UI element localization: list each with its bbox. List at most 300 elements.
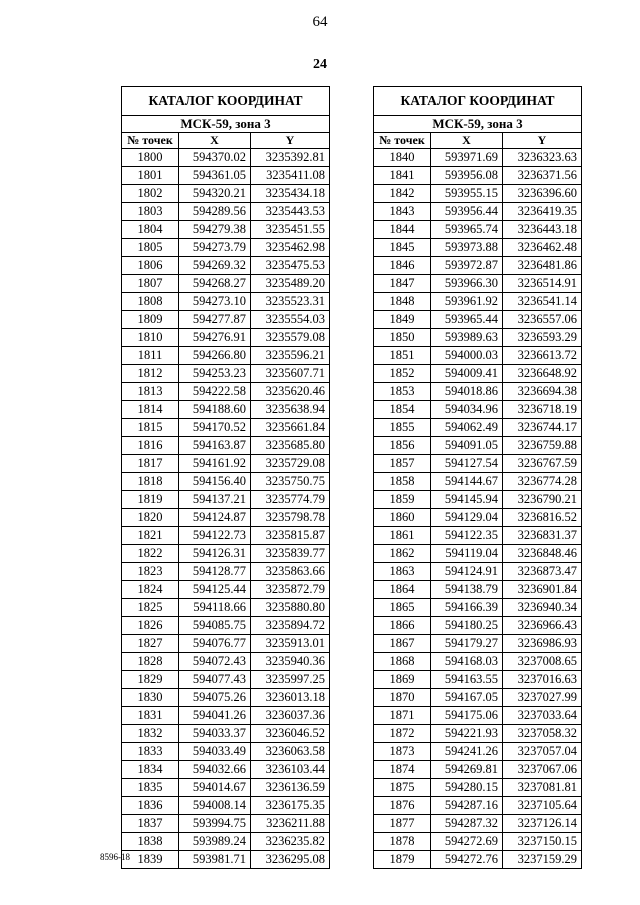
y-coordinate-cell: 3236541.14 [503, 293, 582, 311]
x-coordinate-cell: 594167.05 [431, 689, 503, 707]
point-number-cell: 1855 [374, 419, 431, 437]
table-row [374, 311, 582, 329]
y-coordinate-cell: 3235880.80 [251, 599, 330, 617]
point-number-cell: 1833 [122, 743, 179, 761]
y-coordinate-cell: 3236419.35 [503, 203, 582, 221]
table-row [374, 401, 582, 419]
point-number-cell: 1842 [374, 185, 431, 203]
x-coordinate-cell: 594122.73 [179, 527, 251, 545]
point-number-cell: 1865 [374, 599, 431, 617]
table-row [122, 311, 330, 329]
y-coordinate-cell: 3236613.72 [503, 347, 582, 365]
y-coordinate-cell: 3235443.53 [251, 203, 330, 221]
table-row [374, 437, 582, 455]
point-number-cell: 1846 [374, 257, 431, 275]
header-x: X [431, 133, 503, 149]
point-number-cell: 1831 [122, 707, 179, 725]
point-number-cell: 1863 [374, 563, 431, 581]
table-row [122, 293, 330, 311]
table-row [122, 581, 330, 599]
x-coordinate-cell: 593956.08 [431, 167, 503, 185]
point-number-cell: 1872 [374, 725, 431, 743]
table-row [374, 779, 582, 797]
catalog-title: КАТАЛОГ КООРДИНАТ [374, 87, 582, 116]
x-coordinate-cell: 594144.67 [431, 473, 503, 491]
x-coordinate-cell: 594072.43 [179, 653, 251, 671]
y-coordinate-cell: 3235661.84 [251, 419, 330, 437]
x-coordinate-cell: 594370.02 [179, 149, 251, 167]
point-number-cell: 1813 [122, 383, 179, 401]
table-row [122, 365, 330, 383]
table-row [122, 167, 330, 185]
y-coordinate-cell: 3235475.53 [251, 257, 330, 275]
y-coordinate-cell: 3236037.36 [251, 707, 330, 725]
point-number-cell: 1825 [122, 599, 179, 617]
table-row [122, 383, 330, 401]
y-coordinate-cell: 3235462.98 [251, 239, 330, 257]
point-number-cell: 1864 [374, 581, 431, 599]
y-coordinate-cell: 3236966.43 [503, 617, 582, 635]
x-coordinate-cell: 593965.74 [431, 221, 503, 239]
point-number-cell: 1875 [374, 779, 431, 797]
table-row [122, 509, 330, 527]
table-row [122, 815, 330, 833]
x-coordinate-cell: 594091.05 [431, 437, 503, 455]
x-coordinate-cell: 594269.32 [179, 257, 251, 275]
y-coordinate-cell: 3235620.46 [251, 383, 330, 401]
y-coordinate-cell: 3235392.81 [251, 149, 330, 167]
table-row [374, 743, 582, 761]
y-coordinate-cell: 3236759.88 [503, 437, 582, 455]
table-row [122, 275, 330, 293]
table-row [374, 167, 582, 185]
point-number-cell: 1820 [122, 509, 179, 527]
y-coordinate-cell: 3237067.06 [503, 761, 582, 779]
table-row [374, 257, 582, 275]
y-coordinate-cell: 3235554.03 [251, 311, 330, 329]
x-coordinate-cell: 594126.31 [179, 545, 251, 563]
table-row [122, 653, 330, 671]
point-number-cell: 1815 [122, 419, 179, 437]
point-number-cell: 1845 [374, 239, 431, 257]
y-coordinate-cell: 3236694.38 [503, 383, 582, 401]
table-row [374, 671, 582, 689]
point-number-cell: 1821 [122, 527, 179, 545]
y-coordinate-cell: 3237150.15 [503, 833, 582, 851]
point-number-cell: 1807 [122, 275, 179, 293]
table-row [122, 671, 330, 689]
y-coordinate-cell: 3236848.46 [503, 545, 582, 563]
point-number-cell: 1852 [374, 365, 431, 383]
y-coordinate-cell: 3236103.44 [251, 761, 330, 779]
point-number-cell: 1857 [374, 455, 431, 473]
point-number-cell: 1801 [122, 167, 179, 185]
table-row [374, 563, 582, 581]
point-number-cell: 1841 [374, 167, 431, 185]
y-coordinate-cell: 3236013.18 [251, 689, 330, 707]
x-coordinate-cell: 594273.79 [179, 239, 251, 257]
y-coordinate-cell: 3236648.92 [503, 365, 582, 383]
point-number-cell: 1829 [122, 671, 179, 689]
x-coordinate-cell: 593965.44 [431, 311, 503, 329]
table-row [122, 149, 330, 167]
y-coordinate-cell: 3236443.18 [503, 221, 582, 239]
point-number-cell: 1879 [374, 851, 431, 869]
point-number-cell: 1822 [122, 545, 179, 563]
y-coordinate-cell: 3235523.31 [251, 293, 330, 311]
header-point-number: № точек [374, 133, 431, 149]
x-coordinate-cell: 594018.86 [431, 383, 503, 401]
point-number-cell: 1874 [374, 761, 431, 779]
point-number-cell: 1851 [374, 347, 431, 365]
x-coordinate-cell: 594266.80 [179, 347, 251, 365]
point-number-cell: 1838 [122, 833, 179, 851]
y-coordinate-cell: 3235839.77 [251, 545, 330, 563]
point-number-cell: 1876 [374, 797, 431, 815]
header-point-number: № точек [122, 133, 179, 149]
y-coordinate-cell: 3235997.25 [251, 671, 330, 689]
x-coordinate-cell: 594180.25 [431, 617, 503, 635]
y-coordinate-cell: 3235798.78 [251, 509, 330, 527]
table-row [374, 599, 582, 617]
x-coordinate-cell: 594000.03 [431, 347, 503, 365]
x-coordinate-cell: 594253.23 [179, 365, 251, 383]
y-coordinate-cell: 3235729.08 [251, 455, 330, 473]
point-number-cell: 1811 [122, 347, 179, 365]
x-coordinate-cell: 594287.32 [431, 815, 503, 833]
catalog-zone: МСК-59, зона 3 [122, 116, 330, 133]
table-row [374, 581, 582, 599]
point-number-cell: 1805 [122, 239, 179, 257]
x-coordinate-cell: 593955.15 [431, 185, 503, 203]
point-number-cell: 1861 [374, 527, 431, 545]
y-coordinate-cell: 3237105.64 [503, 797, 582, 815]
table-row [374, 293, 582, 311]
x-coordinate-cell: 594269.81 [431, 761, 503, 779]
table-row [122, 725, 330, 743]
point-number-cell: 1803 [122, 203, 179, 221]
y-coordinate-cell: 3235411.08 [251, 167, 330, 185]
table-row [374, 653, 582, 671]
y-coordinate-cell: 3236063.58 [251, 743, 330, 761]
page-number: 64 [312, 14, 328, 30]
x-coordinate-cell: 594273.10 [179, 293, 251, 311]
point-number-cell: 1840 [374, 149, 431, 167]
table-row [374, 725, 582, 743]
table-row [122, 797, 330, 815]
point-number-cell: 1849 [374, 311, 431, 329]
y-coordinate-cell: 3236940.34 [503, 599, 582, 617]
point-number-cell: 1858 [374, 473, 431, 491]
catalog-right-body [374, 87, 582, 869]
y-coordinate-cell: 3237058.32 [503, 725, 582, 743]
table-row [122, 437, 330, 455]
table-row [374, 509, 582, 527]
y-coordinate-cell: 3237033.64 [503, 707, 582, 725]
table-row [374, 239, 582, 257]
x-coordinate-cell: 594033.49 [179, 743, 251, 761]
table-row [122, 833, 330, 851]
y-coordinate-cell: 3237027.99 [503, 689, 582, 707]
point-number-cell: 1839 [122, 851, 179, 869]
x-coordinate-cell: 594280.15 [431, 779, 503, 797]
y-coordinate-cell: 3235750.75 [251, 473, 330, 491]
point-number-cell: 1837 [122, 815, 179, 833]
x-coordinate-cell: 594076.77 [179, 635, 251, 653]
table-row [122, 419, 330, 437]
point-number-cell: 1870 [374, 689, 431, 707]
x-coordinate-cell: 594287.16 [431, 797, 503, 815]
x-coordinate-cell: 594175.06 [431, 707, 503, 725]
table-row [122, 185, 330, 203]
y-coordinate-cell: 3236816.52 [503, 509, 582, 527]
catalog-left-body [122, 87, 330, 869]
y-coordinate-cell: 3235489.20 [251, 275, 330, 293]
table-row [374, 815, 582, 833]
x-coordinate-cell: 593966.30 [431, 275, 503, 293]
point-number-cell: 1850 [374, 329, 431, 347]
table-row [122, 707, 330, 725]
x-coordinate-cell: 594122.35 [431, 527, 503, 545]
table-row [374, 329, 582, 347]
x-coordinate-cell: 594163.55 [431, 671, 503, 689]
table-row [122, 545, 330, 563]
x-coordinate-cell: 594279.38 [179, 221, 251, 239]
table-row [374, 275, 582, 293]
table-row [122, 203, 330, 221]
table-row [122, 689, 330, 707]
table-row [122, 743, 330, 761]
point-number-cell: 1856 [374, 437, 431, 455]
x-coordinate-cell: 594077.43 [179, 671, 251, 689]
y-coordinate-cell: 3235913.01 [251, 635, 330, 653]
y-coordinate-cell: 3235863.66 [251, 563, 330, 581]
catalog-title: КАТАЛОГ КООРДИНАТ [122, 87, 330, 116]
y-coordinate-cell: 3236323.63 [503, 149, 582, 167]
point-number-cell: 1817 [122, 455, 179, 473]
sub-page-number: 24 [313, 57, 327, 72]
x-coordinate-cell: 594085.75 [179, 617, 251, 635]
point-number-cell: 1804 [122, 221, 179, 239]
point-number-cell: 1827 [122, 635, 179, 653]
table-row [374, 383, 582, 401]
x-coordinate-cell: 594128.77 [179, 563, 251, 581]
header-y: Y [251, 133, 330, 149]
point-number-cell: 1834 [122, 761, 179, 779]
point-number-cell: 1806 [122, 257, 179, 275]
y-coordinate-cell: 3236986.93 [503, 635, 582, 653]
x-coordinate-cell: 593972.87 [431, 257, 503, 275]
document-code: 8596-18 [100, 852, 130, 862]
y-coordinate-cell: 3236873.47 [503, 563, 582, 581]
table-row [374, 797, 582, 815]
y-coordinate-cell: 3235451.55 [251, 221, 330, 239]
table-row [374, 761, 582, 779]
table-row [374, 455, 582, 473]
x-coordinate-cell: 594032.66 [179, 761, 251, 779]
x-coordinate-cell: 594119.04 [431, 545, 503, 563]
point-number-cell: 1869 [374, 671, 431, 689]
point-number-cell: 1878 [374, 833, 431, 851]
x-coordinate-cell: 594277.87 [179, 311, 251, 329]
x-coordinate-cell: 593994.75 [179, 815, 251, 833]
table-row [374, 185, 582, 203]
y-coordinate-cell: 3235894.72 [251, 617, 330, 635]
y-coordinate-cell: 3236295.08 [251, 851, 330, 869]
y-coordinate-cell: 3236396.60 [503, 185, 582, 203]
point-number-cell: 1812 [122, 365, 179, 383]
point-number-cell: 1868 [374, 653, 431, 671]
x-coordinate-cell: 593989.24 [179, 833, 251, 851]
catalog-zone: МСК-59, зона 3 [374, 116, 582, 133]
y-coordinate-cell: 3235638.94 [251, 401, 330, 419]
point-number-cell: 1828 [122, 653, 179, 671]
y-coordinate-cell: 3235596.21 [251, 347, 330, 365]
x-coordinate-cell: 593989.63 [431, 329, 503, 347]
table-row [122, 257, 330, 275]
y-coordinate-cell: 3236557.06 [503, 311, 582, 329]
x-coordinate-cell: 594124.91 [431, 563, 503, 581]
point-number-cell: 1871 [374, 707, 431, 725]
y-coordinate-cell: 3237126.14 [503, 815, 582, 833]
x-coordinate-cell: 594008.14 [179, 797, 251, 815]
y-coordinate-cell: 3236481.86 [503, 257, 582, 275]
y-coordinate-cell: 3236831.37 [503, 527, 582, 545]
x-coordinate-cell: 593971.69 [431, 149, 503, 167]
x-coordinate-cell: 593981.71 [179, 851, 251, 869]
point-number-cell: 1866 [374, 617, 431, 635]
y-coordinate-cell: 3236790.21 [503, 491, 582, 509]
point-number-cell: 1814 [122, 401, 179, 419]
x-coordinate-cell: 594161.92 [179, 455, 251, 473]
coordinate-catalog-left [121, 86, 330, 869]
table-row [122, 527, 330, 545]
x-coordinate-cell: 594188.60 [179, 401, 251, 419]
point-number-cell: 1853 [374, 383, 431, 401]
table-row [374, 491, 582, 509]
point-number-cell: 1809 [122, 311, 179, 329]
point-number-cell: 1818 [122, 473, 179, 491]
x-coordinate-cell: 594241.26 [431, 743, 503, 761]
table-row [374, 617, 582, 635]
table-row [122, 635, 330, 653]
point-number-cell: 1832 [122, 725, 179, 743]
x-coordinate-cell: 594156.40 [179, 473, 251, 491]
table-row [374, 833, 582, 851]
x-coordinate-cell: 593973.88 [431, 239, 503, 257]
y-coordinate-cell: 3235774.79 [251, 491, 330, 509]
x-coordinate-cell: 594163.87 [179, 437, 251, 455]
table-row [122, 473, 330, 491]
header-y: Y [503, 133, 582, 149]
table-row [374, 527, 582, 545]
y-coordinate-cell: 3237008.65 [503, 653, 582, 671]
y-coordinate-cell: 3236136.59 [251, 779, 330, 797]
y-coordinate-cell: 3236774.28 [503, 473, 582, 491]
y-coordinate-cell: 3237159.29 [503, 851, 582, 869]
x-coordinate-cell: 594361.05 [179, 167, 251, 185]
point-number-cell: 1877 [374, 815, 431, 833]
coordinate-catalog-right [373, 86, 582, 869]
point-number-cell: 1854 [374, 401, 431, 419]
point-number-cell: 1836 [122, 797, 179, 815]
x-coordinate-cell: 594075.26 [179, 689, 251, 707]
table-row [122, 851, 330, 869]
table-row [374, 635, 582, 653]
y-coordinate-cell: 3236901.84 [503, 581, 582, 599]
x-coordinate-cell: 594166.39 [431, 599, 503, 617]
x-coordinate-cell: 594276.91 [179, 329, 251, 347]
x-coordinate-cell: 594137.21 [179, 491, 251, 509]
y-coordinate-cell: 3235815.87 [251, 527, 330, 545]
y-coordinate-cell: 3236211.88 [251, 815, 330, 833]
y-coordinate-cell: 3235872.79 [251, 581, 330, 599]
x-coordinate-cell: 594034.96 [431, 401, 503, 419]
x-coordinate-cell: 594222.58 [179, 383, 251, 401]
table-row [374, 707, 582, 725]
x-coordinate-cell: 594125.44 [179, 581, 251, 599]
point-number-cell: 1808 [122, 293, 179, 311]
x-coordinate-cell: 593956.44 [431, 203, 503, 221]
y-coordinate-cell: 3235579.08 [251, 329, 330, 347]
point-number-cell: 1847 [374, 275, 431, 293]
point-number-cell: 1830 [122, 689, 179, 707]
y-coordinate-cell: 3237081.81 [503, 779, 582, 797]
x-coordinate-cell: 594129.04 [431, 509, 503, 527]
table-row [122, 221, 330, 239]
point-number-cell: 1844 [374, 221, 431, 239]
x-coordinate-cell: 594179.27 [431, 635, 503, 653]
y-coordinate-cell: 3236046.52 [251, 725, 330, 743]
x-coordinate-cell: 594221.93 [431, 725, 503, 743]
y-coordinate-cell: 3236718.19 [503, 401, 582, 419]
x-coordinate-cell: 593961.92 [431, 293, 503, 311]
x-coordinate-cell: 594145.94 [431, 491, 503, 509]
x-coordinate-cell: 594124.87 [179, 509, 251, 527]
table-row [374, 365, 582, 383]
y-coordinate-cell: 3236371.56 [503, 167, 582, 185]
table-row [374, 545, 582, 563]
table-row [122, 491, 330, 509]
table-row [122, 617, 330, 635]
table-row [122, 401, 330, 419]
x-coordinate-cell: 594272.76 [431, 851, 503, 869]
y-coordinate-cell: 3235685.80 [251, 437, 330, 455]
y-coordinate-cell: 3236593.29 [503, 329, 582, 347]
x-coordinate-cell: 594170.52 [179, 419, 251, 437]
table-row [122, 599, 330, 617]
x-coordinate-cell: 594014.67 [179, 779, 251, 797]
point-number-cell: 1826 [122, 617, 179, 635]
table-row [374, 419, 582, 437]
point-number-cell: 1843 [374, 203, 431, 221]
table-row [374, 203, 582, 221]
x-coordinate-cell: 594009.41 [431, 365, 503, 383]
y-coordinate-cell: 3235607.71 [251, 365, 330, 383]
y-coordinate-cell: 3236514.91 [503, 275, 582, 293]
table-row [374, 221, 582, 239]
table-row [374, 689, 582, 707]
table-row [122, 347, 330, 365]
x-coordinate-cell: 594268.27 [179, 275, 251, 293]
point-number-cell: 1867 [374, 635, 431, 653]
table-row [122, 455, 330, 473]
point-number-cell: 1860 [374, 509, 431, 527]
point-number-cell: 1816 [122, 437, 179, 455]
y-coordinate-cell: 3236767.59 [503, 455, 582, 473]
header-x: X [179, 133, 251, 149]
y-coordinate-cell: 3236175.35 [251, 797, 330, 815]
